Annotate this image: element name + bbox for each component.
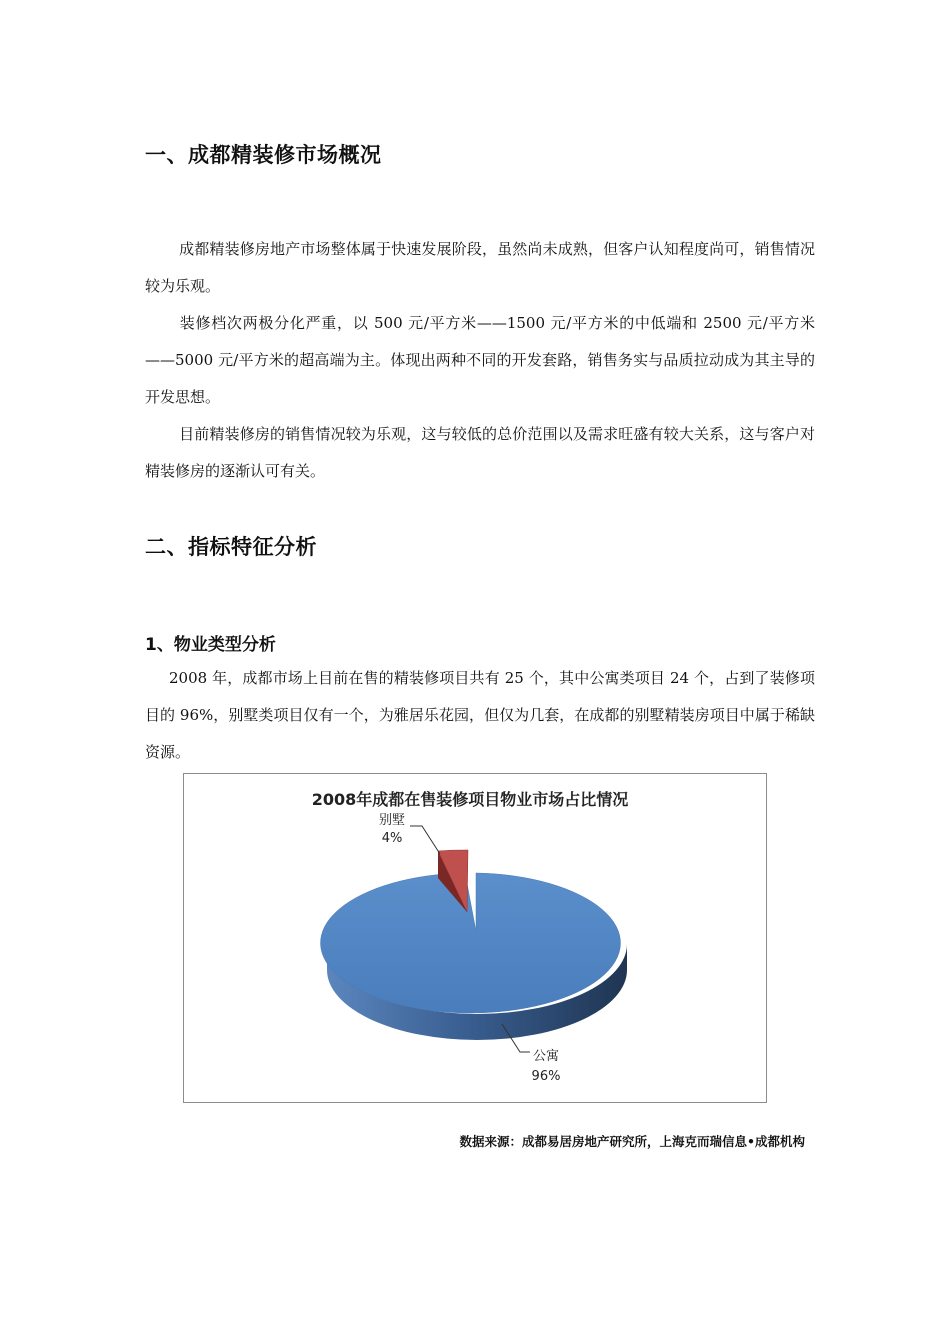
- paragraph-property-type: 2008 年，成都市场上目前在售的精装修项目共有 25 个，其中公寓类项目 24 个，占到了装修项目的 96%，别墅类项目仅有一个，为雅居乐花园，但仅为几套，在成都的别墅精装房项目中属于稀缺资源。: [145, 669, 815, 761]
- paragraph-sales-outlook: 目前精装修房的销售情况较为乐观，这与较低的总价范围以及需求旺盛有较大关系，这与客户对精装修房的逐渐认可有关。: [145, 425, 815, 480]
- label-apartment-percent: 96%: [531, 1069, 561, 1084]
- paragraph-market-status: 成都精装修房地产市场整体属于快速发展阶段，虽然尚未成熟，但客户认知程度尚可，销售情况较为乐观。: [145, 240, 815, 295]
- section-title-indicator-analysis: 二、指标特征分析: [145, 535, 317, 559]
- paragraph-decoration-grade: 装修档次两极分化严重，以 500 元/平方米——1500 元/平方米的中低端和 2500 元/平方米——5000 元/平方米的超高端为主。体现出两种不同的开发套路，销售务实与品质拉动成为其主导的开发思想。: [145, 314, 815, 406]
- subsection-title-property-type: 1、物业类型分析: [145, 635, 276, 655]
- section-title-market-overview: 一、成都精装修市场概况: [145, 143, 382, 167]
- leader-line-villa: [410, 826, 440, 854]
- pie-chart: [184, 774, 768, 1104]
- pie-chart-frame: [183, 773, 767, 1103]
- label-villa-name: 别墅: [378, 813, 406, 828]
- label-apartment-name: 公寓: [532, 1049, 560, 1064]
- pie-slice-apartment: [321, 873, 628, 1040]
- label-villa-percent: 4%: [381, 831, 403, 846]
- chart-title: 2008年成都在售装修项目物业市场占比情况: [311, 790, 629, 809]
- pie-slice-apartment-top: [321, 873, 621, 1013]
- data-source-note: 数据来源：成都易居房地产研究所，上海克而瑞信息•成都机构: [459, 1134, 805, 1149]
